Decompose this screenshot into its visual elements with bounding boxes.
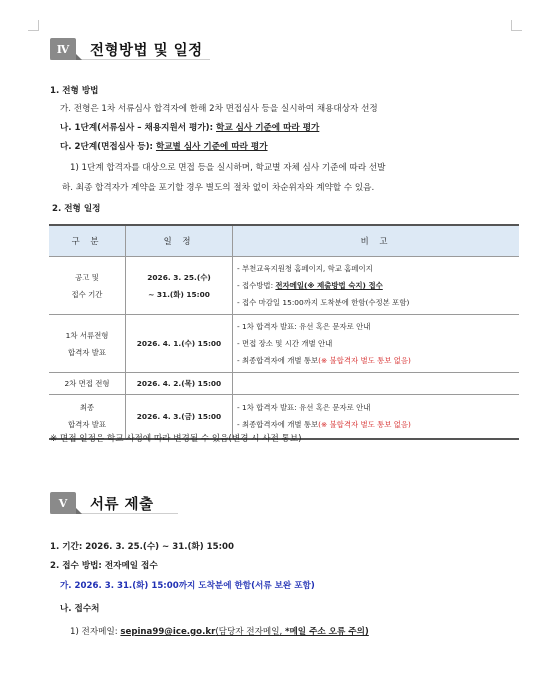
row1-category-line2: 접수 기간 (71, 289, 103, 299)
row2-remark-3-warning: (※ 불합격자 별도 통보 없음) (318, 356, 411, 365)
row2-category (49, 315, 126, 373)
row2-schedule: 2026. 4. 1.(수) 15:00 (126, 315, 233, 373)
badge-tail-icon (76, 54, 82, 60)
section-5-badge: Ⅴ (50, 492, 76, 514)
email-address-link[interactable]: sepina99@ice.go.kr (120, 627, 216, 637)
email-warning: *메일 주소 오류 주의) (284, 627, 369, 637)
row4-category-line2: 합격자 발표 (67, 420, 107, 430)
row3-schedule: 2026. 4. 2.(목) 15:00 (126, 373, 233, 395)
item-na-label: 나. 1단계(서류심사 – 채용지원서 평가): (60, 123, 217, 133)
item-na-underlined: 학교 심사 기준에 따라 평가 (216, 123, 320, 133)
row4-category-line1: 최종 (79, 403, 95, 413)
row4-remark-2-label: - 최종합격자에 개별 통보 (237, 420, 319, 430)
row2-remark-2: - 면접 장소 및 시간 개별 안내 (237, 339, 333, 348)
schedule-table (49, 224, 519, 440)
item-ga: 가. 전형은 1차 서류심사 합격자에 한해 2차 면접심사 등을 실시하여 채용대상자 선정 (60, 104, 378, 114)
row1-schedule-line2: ~ 31.(화) 15:00 (148, 289, 210, 299)
email-label: 1) 전자메일: (70, 627, 121, 637)
row4-schedule: 2026. 4. 3.(금) 15:00 (126, 395, 233, 439)
item-da-label: 다. 2단계(면접심사 등): (60, 142, 156, 152)
section-4-badge: Ⅳ (50, 38, 76, 60)
row2-remark-3 (237, 352, 515, 369)
row2-remark-3-label: - 최종합격자에 개별 통보 (237, 356, 319, 365)
row2-category-line2: 합격자 발표 (67, 347, 107, 357)
row2-remark-1: - 1차 합격자 발표: 유선 혹은 문자로 안내 (237, 322, 371, 331)
row4-remark-2 (237, 416, 515, 433)
col-header-remarks: 비 고 (233, 225, 520, 257)
page-corner-mark-left (28, 20, 39, 31)
item-da-underlined: 학교별 심사 기준에 따라 평가 (155, 142, 268, 152)
badge-tail-icon (76, 508, 82, 514)
submission-method: 2. 접수 방법: 전자메일 접수 (50, 561, 158, 571)
row1-remark-2-label: - 접수방법: (237, 281, 276, 290)
row1-remark-2 (237, 277, 515, 294)
row1-remark-3: - 접수 마감일 15:00까지 도착분에 한함(수정본 포함) (237, 298, 410, 307)
item-2-heading: 2. 전형 일정 (52, 204, 101, 214)
row1-category-line1: 공고 및 (75, 272, 99, 282)
row1-category (49, 257, 126, 315)
table-row (49, 257, 519, 315)
note-1-line-b: 하. 최종 합격자가 계약을 포기할 경우 별도의 절차 없이 차순위자와 계약할 수 있음. (62, 183, 375, 193)
submission-email-line (70, 625, 369, 637)
submission-deadline: 가. 2026. 3. 31.(화) 15:00까지 도착분에 한함(서류 보완 포함) (60, 581, 315, 591)
row1-schedule (126, 257, 233, 315)
table-row (49, 373, 519, 395)
submission-recipient-heading: 나. 접수처 (60, 604, 100, 614)
page-corner-mark-right (511, 20, 522, 31)
col-header-schedule: 일 정 (126, 225, 233, 257)
note-1-line-a: 1) 1단계 합격자를 대상으로 면접 등을 실시하며, 학교별 자체 심사 기준에 따라 선발 (70, 163, 386, 173)
table-row (49, 315, 519, 373)
row4-remark-1: - 1차 합격자 발표: 유선 혹은 문자로 안내 (237, 403, 371, 413)
item-na (60, 121, 319, 133)
row1-remarks (233, 257, 520, 315)
col-header-category: 구 분 (49, 225, 126, 257)
email-note: (담당자 전자메일, (215, 627, 285, 637)
section-5-header (50, 488, 178, 518)
row3-category: 2차 면접 전형 (49, 373, 126, 395)
section-4-title: 전형방법 및 일정 (90, 42, 203, 59)
schedule-footnote: ※ 면접 일정은 학교 사정에 따라 변경될 수 있음(변경 시 사전 통보) (50, 434, 302, 444)
row4-remark-2-warning: (※ 불합격자 별도 통보 없음) (318, 420, 411, 430)
row2-category-line1: 1차 서류전형 (65, 330, 109, 340)
schedule-table-header-row (49, 225, 519, 257)
item-da (60, 140, 268, 152)
submission-period: 1. 기간: 2026. 3. 25.(수) ~ 31.(화) 15:00 (50, 542, 234, 552)
row1-remark-1: - 부천교육지원청 홈페이지, 학교 홈페이지 (237, 264, 373, 273)
row1-remark-2-emphasis: 전자메일(※ 제출방법 숙지) 접수 (275, 281, 383, 290)
row3-remarks (233, 373, 520, 395)
section-4-header (50, 34, 210, 64)
row2-remarks (233, 315, 520, 373)
item-1-heading: 1. 전형 방법 (50, 86, 99, 96)
row1-schedule-line1: 2026. 3. 25.(수) (147, 272, 211, 282)
section-5-title: 서류 제출 (90, 496, 154, 513)
